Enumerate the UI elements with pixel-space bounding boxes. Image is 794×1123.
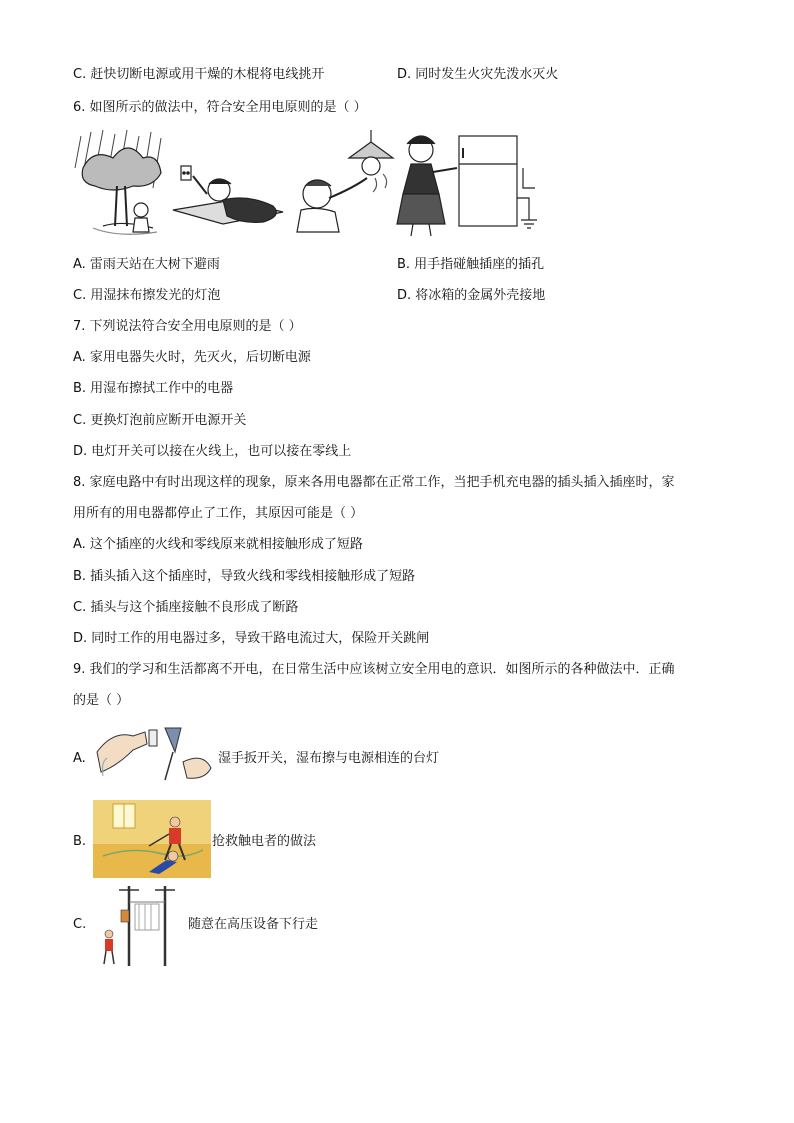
q6-option-d: D. 将冰箱的金属外壳接地 <box>397 288 546 303</box>
q7-option-b: B. 用湿布擦拭工作中的电器 <box>73 381 234 396</box>
q9-option-c-text: 随意在高压设备下行走 <box>188 917 319 932</box>
high-voltage-pole-icon <box>119 886 175 966</box>
q5-option-c: C. 赶快切断电源或用干燥的木棍将电线挑开 <box>73 67 325 82</box>
q9-option-c-letter: C. <box>73 917 87 932</box>
tree-in-rain-illustration <box>75 130 161 234</box>
q6-option-c: C. 用湿抹布擦发光的灯泡 <box>73 288 221 303</box>
q8-stem-line2: 用所有的用电器都停止了工作，其原因可能是（ ） <box>73 506 364 521</box>
q9-option-a-image <box>93 722 215 782</box>
child-touching-socket-illustration <box>173 166 283 224</box>
q8-stem-line1: 8. 家庭电路中有时出现这样的现象，原来各用电器都在正常工作，当把手机充电器的插头插入插座时，家 <box>73 475 675 490</box>
q5-option-d: D. 同时发生火灾先泼水灭火 <box>397 67 559 82</box>
q6-option-a: A. 雷雨天站在大树下避雨 <box>73 257 220 272</box>
q8-option-b: B. 插头插入这个插座时，导致火线和零线相接触形成了短路 <box>73 569 416 584</box>
q6-option-b: B. 用手指碰触插座的插孔 <box>397 257 545 272</box>
desk-lamp-icon <box>165 728 211 780</box>
q6-stem: 6. 如图所示的做法中，符合安全用电原则的是（ ） <box>73 100 367 115</box>
wet-hand-switch-icon <box>97 730 157 776</box>
q8-option-c: C. 插头与这个插座接触不良形成了断路 <box>73 600 299 615</box>
q9-stem-line2: 的是（ ） <box>73 693 130 708</box>
q9-option-b-image <box>93 800 211 878</box>
q9-option-a-text: 湿手扳开关，湿布擦与电源相连的台灯 <box>218 751 440 766</box>
walking-person-icon <box>104 930 114 964</box>
q7-option-a: A. 家用电器失火时，先灭火，后切断电源 <box>73 350 311 365</box>
q7-option-c: C. 更换灯泡前应断开电源开关 <box>73 413 247 428</box>
girl-fridge-grounding-illustration <box>397 136 537 236</box>
q8-option-a: A. 这个插座的火线和零线原来就相接触形成了短路 <box>73 537 363 552</box>
q9-stem-line1: 9. 我们的学习和生活都离不开电，在日常生活中应该树立安全用电的意识．如图所示的各种做法中．正确 <box>73 662 675 677</box>
q8-option-d: D. 同时工作的用电器过多，导致干路电流过大，保险开关跳闸 <box>73 631 430 646</box>
q7-option-d: D. 电灯开关可以接在火线上，也可以接在零线上 <box>73 444 352 459</box>
q9-option-b-text: 抢救触电者的做法 <box>212 834 317 849</box>
q9-option-a-letter: A. <box>73 751 86 766</box>
q6-illustration <box>73 128 548 240</box>
q7-stem: 7. 下列说法符合安全用电原则的是（ ） <box>73 319 302 334</box>
boy-wiping-bulb-illustration <box>297 130 393 232</box>
q9-option-c-image <box>93 882 187 966</box>
q9-option-b-letter: B. <box>73 834 87 849</box>
